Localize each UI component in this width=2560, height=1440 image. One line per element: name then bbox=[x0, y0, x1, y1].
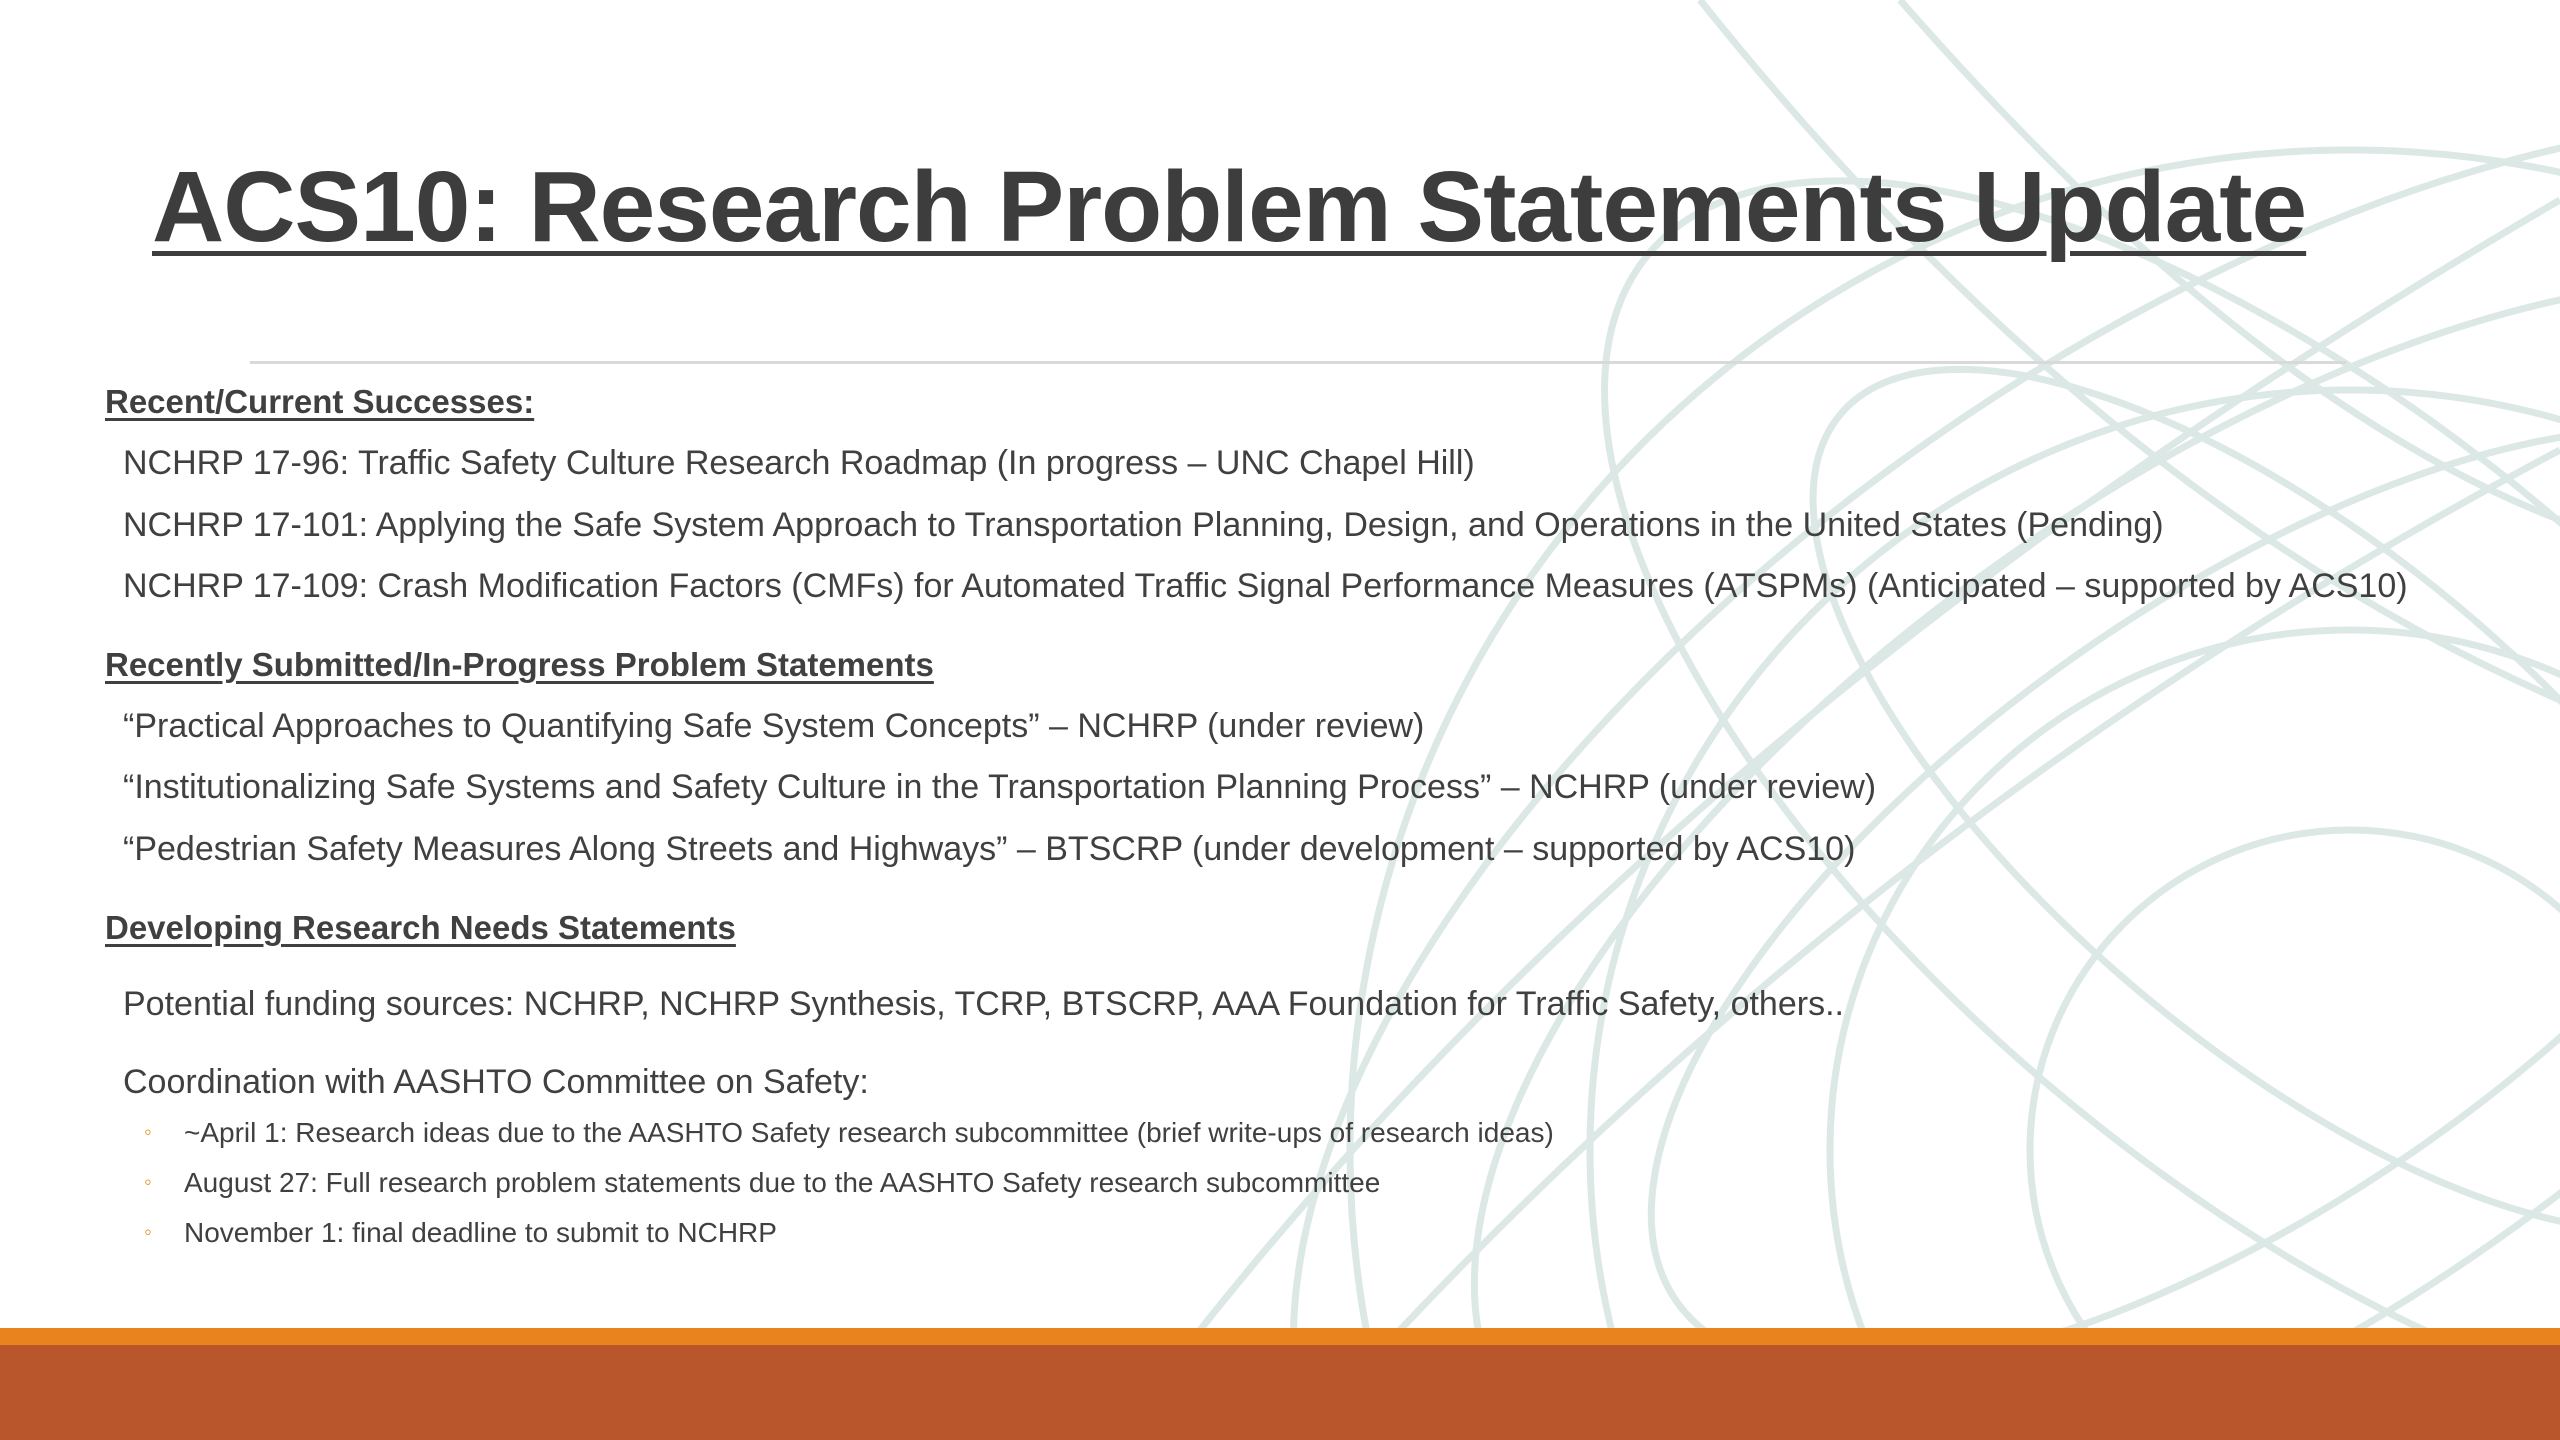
title-divider bbox=[250, 361, 2346, 364]
deadline-item bbox=[144, 1217, 777, 1249]
success-item: NCHRP 17-109: Crash Modification Factors (CMFs) for Automated Traffic Signal Performance Measures (ATSPMs) (Anticipated – supported by ACS10) bbox=[123, 567, 2408, 605]
footer-accent-stripe bbox=[0, 1328, 2560, 1345]
successes-heading: Recent/Current Successes: bbox=[105, 383, 535, 420]
bullet-icon: ◦ bbox=[144, 1219, 152, 1244]
developing-heading: Developing Research Needs Statements bbox=[105, 909, 736, 946]
slide-title: ACS10: Research Problem Statements Update bbox=[152, 151, 2307, 263]
deadline-item bbox=[144, 1167, 1380, 1199]
deadline-item bbox=[144, 1117, 1554, 1149]
deadline-text: ~April 1: Research ideas due to the AASHTO Safety research subcommittee (brief write-ups of research ideas) bbox=[184, 1117, 1554, 1148]
success-item: NCHRP 17-96: Traffic Safety Culture Research Roadmap (In progress – UNC Chapel Hill) bbox=[123, 444, 1475, 482]
submitted-item: “Practical Approaches to Quantifying Safe System Concepts” – NCHRP (under review) bbox=[123, 707, 1425, 745]
bullet-icon: ◦ bbox=[144, 1169, 152, 1194]
success-item: NCHRP 17-101: Applying the Safe System Approach to Transportation Planning, Design, and Operations in the United States (Pending) bbox=[123, 506, 2164, 544]
funding-sources: Potential funding sources: NCHRP, NCHRP Synthesis, TCRP, BTSCRP, AAA Foundation for Traffic Safety, others.. bbox=[123, 985, 1844, 1023]
footer-band bbox=[0, 1345, 2560, 1440]
deadline-text: November 1: final deadline to submit to NCHRP bbox=[184, 1217, 777, 1248]
bullet-icon: ◦ bbox=[144, 1119, 152, 1144]
submitted-item: “Institutionalizing Safe Systems and Safety Culture in the Transportation Planning Process” – NCHRP (under review) bbox=[123, 768, 1877, 806]
submitted-heading: Recently Submitted/In-Progress Problem Statements bbox=[105, 646, 934, 683]
deadline-text: August 27: Full research problem statements due to the AASHTO Safety research subcommittee bbox=[184, 1167, 1381, 1198]
coordination-line: Coordination with AASHTO Committee on Safety: bbox=[123, 1063, 869, 1101]
submitted-item: “Pedestrian Safety Measures Along Streets and Highways” – BTSCRP (under development – supported by ACS10) bbox=[123, 830, 1856, 868]
